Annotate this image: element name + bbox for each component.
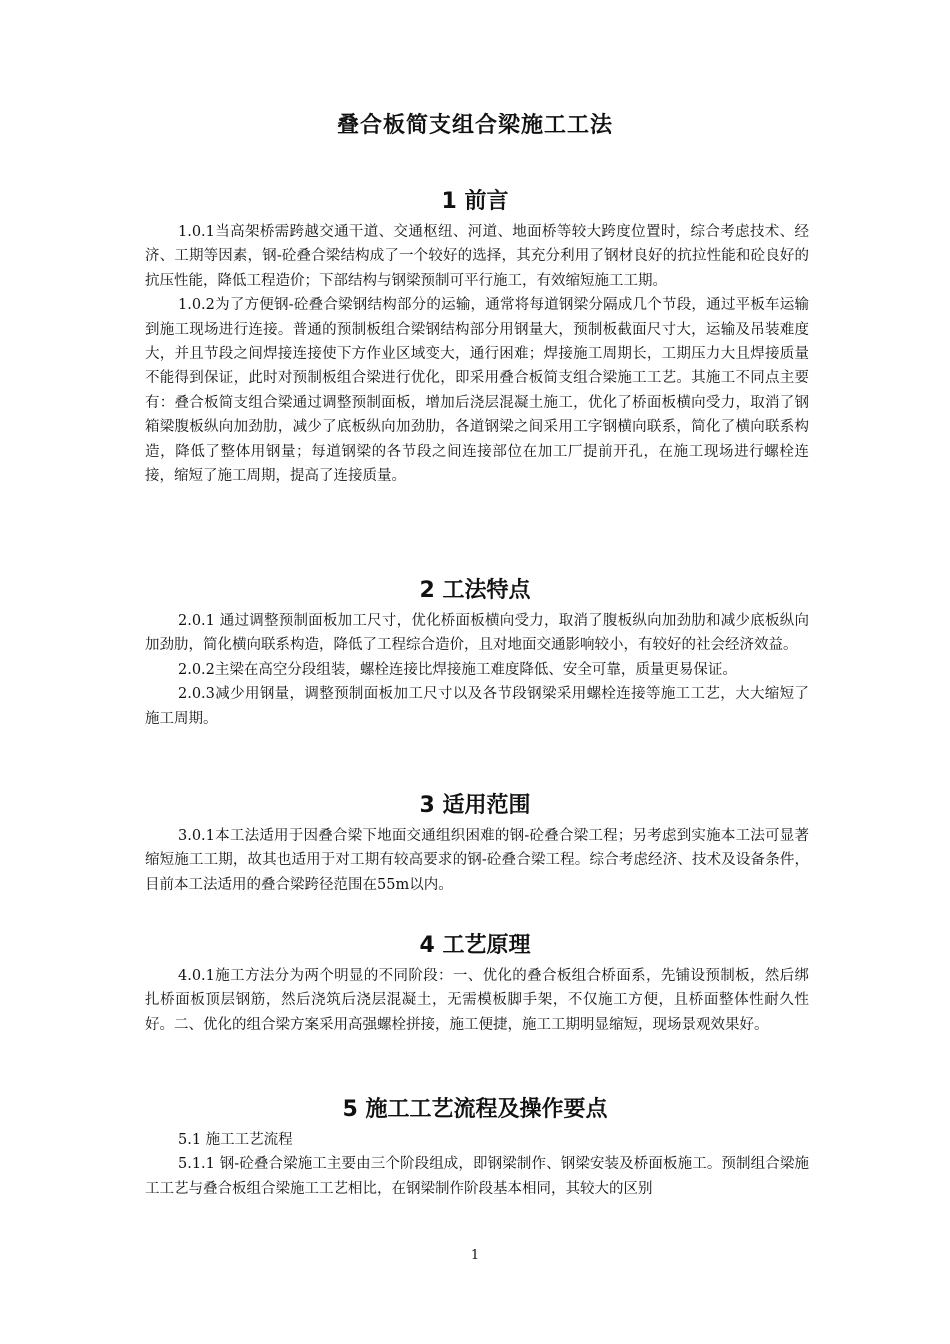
paragraph-3-0-1: 3.0.1本工法适用于因叠合梁下地面交通组织困难的钢-砼叠合梁工程；另考虑到实施本工法可显著缩短施工工期，故其也适用于对工期有较高要求的钢-砼叠合梁工程。综合考虑经济、技术及设备条件，目前本工法适用的叠合梁跨径范围在55m以内。 xyxy=(145,828,809,893)
paragraph-1-0-1: 1.0.1当高架桥需跨越交通干道、交通枢纽、河道、地面桥等较大跨度位置时，综合考虑技术、经济、工期等因素，钢-砼叠合梁结构成了一个较好的选择，其充分利用了钢材良好的抗拉性能和砼良好的抗压性能，降低工程造价；下部结构与钢梁预制可平行施工，有效缩短施工工期。 xyxy=(145,224,809,289)
page-number: 1 xyxy=(470,1248,480,1263)
paragraph-2-0-3: 2.0.3减少用钢量，调整预制面板加工尺寸以及各节段钢梁采用螺栓连接等施工工艺，大大缩短了施工周期。 xyxy=(145,686,809,727)
document-title: 叠合板简支组合梁施工工法 xyxy=(336,113,613,138)
section-body-1 xyxy=(145,220,809,488)
section-heading-3: 3 适用范围 xyxy=(419,793,531,818)
paragraph-4-0-1: 4.0.1施工方法分为两个明显的不同阶段：一、优化的叠合板组合桥面系，先铺设预制板，然后绑扎桥面板顶层钢筋，然后浇筑后浇层混凝土，无需模板脚手架，不仅施工方便，且桥面整体性耐久性好。二、优化的组合梁方案采用高强螺栓拼接，施工便捷，施工工期明显缩短，现场景观效果好。 xyxy=(145,968,809,1033)
paragraph-1-0-2: 1.0.2为了方便钢-砼叠合梁钢结构部分的运输，通常将每道钢梁分隔成几个节段，通过平板车运输到施工现场进行连接。普通的预制板组合梁钢结构部分用钢量大，预制板截面尺寸大，运输及吊装难度大，并且节段之间焊接连接使下方作业区域变大，通行困难；焊接施工周期长，工期压力大且焊接质量不能得到保证，此时对预制板组合梁进行优化，即采用叠合板简支组合梁施工工艺。其施工不同点主要有：叠合板简支组合梁通过调整预制面板，增加后浇层混凝土施工，优化了桥面板横向受力，取消了钢箱梁腹板纵向加劲肋，减少了底板纵向加劲肋，各道钢梁之间采用工字钢横向联系，简化了横向联系构造，降低了整体用钢量；每道钢梁的各节段之间连接部位在加工厂提前开孔，在施工现场进行螺栓连接，缩短了施工周期，提高了连接质量。 xyxy=(145,297,809,485)
section-heading-4: 4 工艺原理 xyxy=(419,933,531,958)
section-body-2 xyxy=(145,609,809,731)
paragraph-2-0-1: 2.0.1 通过调整预制面板加工尺寸，优化桥面板横向受力，取消了腹板纵向加劲肋和减少底板纵向加劲肋，简化横向联系构造，降低了工程综合造价，且对地面交通影响较小，有较好的社会经济效益。 xyxy=(145,613,809,654)
section-body-5 xyxy=(145,1128,809,1201)
section-body-4 xyxy=(145,964,809,1037)
paragraph-5-1: 5.1 施工工艺流程 xyxy=(178,1132,293,1148)
section-heading-1: 1 前言 xyxy=(441,189,509,214)
paragraph-5-1-1: 5.1.1 钢-砼叠合梁施工主要由三个阶段组成，即钢梁制作、钢梁安装及桥面板施工。预制组合梁施工工艺与叠合板组合梁施工工艺相比，在钢梁制作阶段基本相同，其较大的区别 xyxy=(145,1156,809,1197)
section-body-3 xyxy=(145,824,809,897)
section-heading-2: 2 工法特点 xyxy=(419,578,531,603)
section-heading-5: 5 施工工艺流程及操作要点 xyxy=(342,1097,608,1122)
paragraph-2-0-2: 2.0.2主梁在高空分段组装，螺栓连接比焊接施工难度降低、安全可靠，质量更易保证。 xyxy=(178,661,737,678)
